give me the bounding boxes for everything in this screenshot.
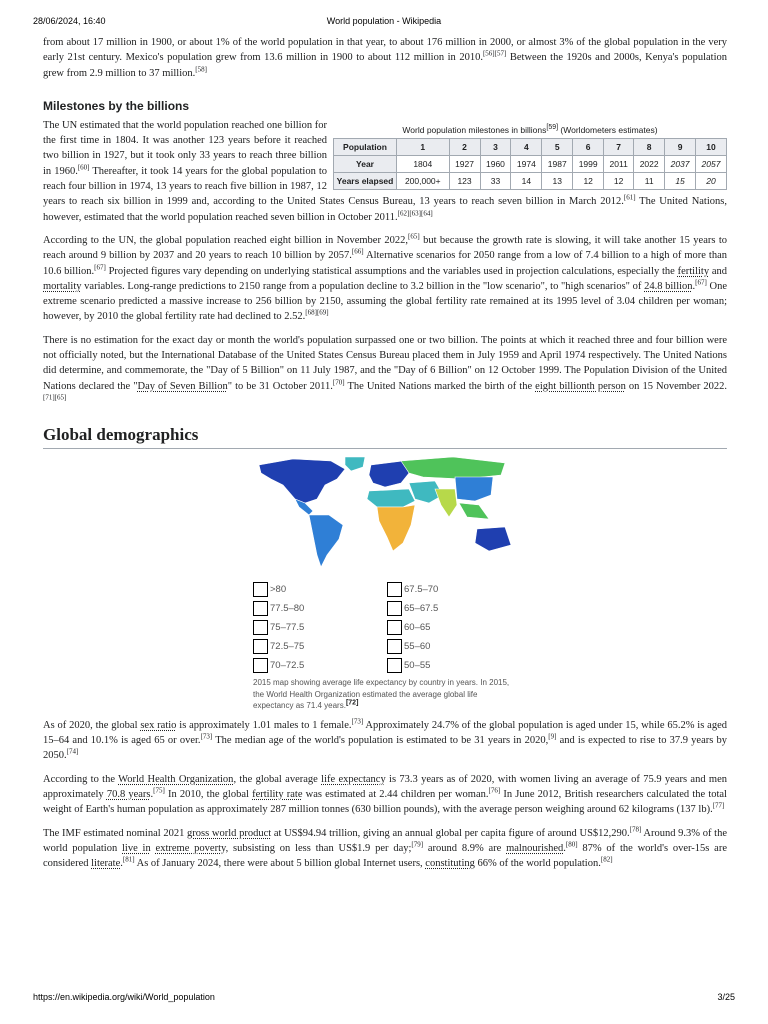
milestones-paragraph-2 xyxy=(43,233,727,325)
paragraph-text: The median age of the world's population is estimated to be 31 years in 2020, xyxy=(212,735,549,747)
paragraph-text: Approximately 24.7% of the global population is aged under 15, while 65.2% is aged 15–64 and 10.1% is aged 65 or over. xyxy=(43,719,727,747)
citation-65[interactable]: [65] xyxy=(54,393,67,402)
link-fertility-rate[interactable]: fertility rate xyxy=(252,788,303,800)
paragraph-text: , the global average xyxy=(233,773,322,785)
milestones-paragraph-3 xyxy=(43,333,727,409)
legend-label: 72.5–75 xyxy=(270,640,305,652)
paragraph-text: . xyxy=(150,788,154,800)
table-cell: 3 xyxy=(480,138,511,155)
table-row-year xyxy=(334,155,727,172)
table-cell: 1974 xyxy=(511,155,542,172)
citation-67[interactable]: [67] xyxy=(94,263,106,272)
paragraph-text: on 15 November 2022. xyxy=(625,380,728,392)
legend-label: 50–55 xyxy=(404,659,431,671)
paragraph-text: around 8.9% are xyxy=(423,842,507,854)
milestones-table-wrapper xyxy=(333,124,727,190)
article-content xyxy=(43,35,727,879)
citation-73[interactable]: [73] xyxy=(200,732,213,741)
paragraph-text: The UN estimated that the world population reached one billion for the first time in 1804. It was another 123 years before it reached two billion in 1927, but it took only 33 years to reach three billion in 1960. xyxy=(43,119,327,177)
legend-item xyxy=(253,638,387,654)
legend-swatch xyxy=(253,601,268,616)
paragraph-text: The IMF estimated nominal 2021 xyxy=(43,827,188,839)
table-cell: 15 xyxy=(665,172,696,189)
row-header-year: Year xyxy=(334,155,397,172)
paragraph-text: 66% of the world population. xyxy=(474,858,601,870)
paragraph-text: In 2010, the global xyxy=(164,788,253,800)
intro-text-1: from about 17 million in 1900, or about 1% of the world population in that year, to about 176 million in 2000, or almost 3% of the global population in the very early 21st century. Mexico's population grew from 13.6 million in 1900 to about 112 million in 2010. xyxy=(43,37,727,64)
citation-66[interactable]: [66] xyxy=(351,247,364,256)
citation-68[interactable]: [68] xyxy=(305,308,317,317)
legend-item xyxy=(387,600,517,616)
citation-61[interactable]: [61] xyxy=(623,193,636,202)
paragraph-text: variables. Long-range predictions to 2150 range from a population decline to 3.2 billion in the "low scenario", to "high scenarios" of xyxy=(81,280,645,292)
table-cell: 2022 xyxy=(634,155,665,172)
legend-item xyxy=(253,600,387,616)
print-title: World population - Wikipedia xyxy=(326,16,442,26)
table-cell: 7 xyxy=(604,138,634,155)
paragraph-text: is approximately 1.01 males to 1 female. xyxy=(176,719,352,731)
demographics-paragraph-2 xyxy=(43,772,727,818)
print-page-number: 3/25 xyxy=(717,992,735,1002)
link-malnourished[interactable]: malnourished xyxy=(506,842,564,854)
table-caption-text: World population milestones in billions xyxy=(402,124,547,135)
map-caption xyxy=(253,677,517,712)
legend-swatch xyxy=(387,582,402,597)
table-row-population xyxy=(334,138,727,155)
citation-70[interactable]: [70] xyxy=(332,378,345,387)
paragraph-text: There is no estimation for the exact day or month the world's population surpassed one or two billion. The points at which it reached three and four billion were not officially noted, but the International Database of the United States Census Bureau placed them in July 1959 and April 1974 respectively. The United Nations did determine, and commemorate, the "Day of 5 Billion" on 11 July 1987, and the "Day of 6 Billion" on 12 October 1999. The Population Division of the United Nations declared the " xyxy=(43,334,727,392)
table-cell: 5 xyxy=(542,138,573,155)
paragraph-text: at US$94.94 trillion, giving an annual global per capita figure of around US$12,290. xyxy=(271,827,630,839)
citation-62[interactable]: [62] xyxy=(397,209,410,218)
paragraph-text: Projected figures vary depending on underlying statistical assumptions and the variables used in projection calculations, especially the xyxy=(105,265,678,277)
paragraph-text: was estimated at 2.44 children per woman. xyxy=(302,788,489,800)
paragraph-text: In June 2012, British researchers calculated the total weight of Earth's human population as approximately 287 million tonnes (630 billion pounds), with the average person weighing around 62 kilograms (137 lb). xyxy=(43,788,727,816)
table-cell: 11 xyxy=(634,172,665,189)
link-live-in[interactable]: live in xyxy=(122,842,151,854)
legend-swatch xyxy=(253,658,268,673)
link-eight-billionth-person[interactable]: eight billionth person xyxy=(535,380,626,392)
section-heading-global-demographics: Global demographics xyxy=(43,423,727,449)
milestones-table xyxy=(333,138,727,190)
citation-59[interactable]: [59] xyxy=(546,124,559,132)
citation-9[interactable]: [9] xyxy=(548,732,557,741)
legend-label: 77.5–80 xyxy=(270,602,305,614)
link-70-8-years[interactable]: 70.8 years xyxy=(106,788,151,800)
table-cell: 4 xyxy=(511,138,542,155)
life-expectancy-figure xyxy=(253,455,517,712)
link-24-8-billion[interactable]: 24.8 billion xyxy=(644,280,693,292)
paragraph-text: 87% of the world's over-15s are considered xyxy=(43,842,727,870)
paragraph-text: . xyxy=(563,842,566,854)
link-day-of-seven-billion[interactable]: Day of Seven Billion xyxy=(137,380,228,392)
link-life-expectancy[interactable]: life expectancy xyxy=(321,773,386,785)
citation-77[interactable]: [77] xyxy=(712,801,725,810)
print-footer xyxy=(0,992,768,1006)
map-caption-text: 2015 map showing average life expectancy by country in years. In 2015, the World Health Organization estimated the average global life expectancy as 71.4 years. xyxy=(253,678,510,711)
citation-65[interactable]: [65] xyxy=(408,232,420,241)
link-mortality[interactable]: mortality xyxy=(43,280,82,292)
citation-73[interactable]: [73] xyxy=(351,717,364,726)
citation-82[interactable]: [82] xyxy=(600,855,613,864)
table-cell: 2037 xyxy=(665,155,696,172)
legend-label: 55–60 xyxy=(404,640,431,652)
print-url[interactable]: https://en.wikipedia.org/wiki/World_population xyxy=(33,992,215,1002)
legend-item xyxy=(253,619,387,635)
demographics-paragraph-3 xyxy=(43,826,727,872)
paragraph-text: is 73.3 years as of 2020, with women living an average of 75.9 years and men approximately xyxy=(43,773,727,800)
paragraph-text: As of January 2024, there were about 5 billion global Internet users, xyxy=(134,858,426,870)
legend-item xyxy=(253,581,387,597)
paragraph-text: Alternative scenarios for 2050 range from a low of 7.4 billion to a high of more than 10.6 billion. xyxy=(43,250,727,277)
paragraph-text: " to be 31 October 2011. xyxy=(227,380,333,392)
legend-swatch xyxy=(387,601,402,616)
table-cell: 2011 xyxy=(604,155,634,172)
print-timestamp: 28/06/2024, 16:40 xyxy=(33,16,106,26)
citation-64[interactable]: [64] xyxy=(420,209,433,218)
table-cell: 1804 xyxy=(397,155,450,172)
paragraph-text: According to the xyxy=(43,773,119,785)
milestones-table-caption xyxy=(333,124,727,136)
table-cell: 6 xyxy=(573,138,604,155)
paragraph-text: but because the growth rate is slowing, it will take another 15 years to reach around 9 billion by 2037 and 20 years to reach 10 billion by 2057. xyxy=(43,234,727,262)
link-literate[interactable]: literate xyxy=(91,858,121,870)
legend-label: >80 xyxy=(270,583,287,595)
paragraph-text: The United Nations, however, estimated that the world population reached seven billion in October 2011. xyxy=(43,196,727,223)
link-constituting[interactable]: constituting xyxy=(425,858,475,870)
citation-63[interactable]: [63] xyxy=(409,209,421,218)
legend-label: 70–72.5 xyxy=(270,659,305,671)
legend-swatch xyxy=(253,582,268,597)
map-legend xyxy=(253,581,517,673)
legend-label: 67.5–70 xyxy=(404,583,439,595)
legend-swatch xyxy=(387,620,402,635)
legend-item xyxy=(387,638,517,654)
map-north-africa xyxy=(367,489,415,507)
table-caption-suffix: (Worldometers estimates) xyxy=(558,124,658,135)
citation-79[interactable]: [79] xyxy=(411,840,424,849)
link-gross-world-product[interactable]: gross world product xyxy=(187,827,272,839)
paragraph-text: . xyxy=(692,280,696,292)
paragraph-text: One extreme scenario predicted a massive increase to 256 billion by 2150, assuming the global fertility rate remained at its 1995 level of 3.04 children per woman; however, by 2010 the global fertility rate had declined to 2.52. xyxy=(43,280,727,323)
legend-item xyxy=(387,619,517,635)
paragraph-text: and is expected to rise to 37.9 years by 2050. xyxy=(43,735,727,762)
life-expectancy-map[interactable] xyxy=(253,455,517,575)
table-cell: 20 xyxy=(696,172,727,189)
paragraph-text: Around 9.3% of the world population xyxy=(43,827,727,854)
citation-78[interactable]: [78] xyxy=(629,825,642,834)
citation-67[interactable]: [67] xyxy=(695,278,707,287)
print-header xyxy=(0,16,768,30)
table-cell: 1927 xyxy=(449,155,480,172)
table-cell: 1 xyxy=(397,138,450,155)
row-header-years-elapsed: Years elapsed xyxy=(334,172,397,189)
citation-71[interactable]: [71] xyxy=(43,393,55,402)
intro-text-2: Between the 1920s and 2000s, Kenya's population grew from 2.9 million to 37 million. xyxy=(43,52,727,79)
paragraph-text: According to the UN, the global population reached eight billion in November 2022, xyxy=(43,234,408,246)
intro-paragraph xyxy=(43,35,727,81)
citation-57[interactable]: [57] xyxy=(494,49,507,58)
citation-75[interactable]: [75] xyxy=(153,786,165,795)
table-cell: 1960 xyxy=(480,155,511,172)
citation-81[interactable]: [81] xyxy=(122,855,135,864)
legend-item xyxy=(387,581,517,597)
link-world-health-organization[interactable]: World Health Organization xyxy=(118,773,234,785)
paragraph-text: , subsisting on less than US$1.9 per day; xyxy=(225,842,412,854)
table-cell: 2057 xyxy=(696,155,727,172)
paragraph-text: As of 2020, the global xyxy=(43,719,141,731)
legend-swatch xyxy=(387,639,402,654)
citation-58[interactable]: [58] xyxy=(195,65,207,74)
world-map-image xyxy=(253,455,517,575)
table-cell: 1999 xyxy=(573,155,604,172)
table-cell: 12 xyxy=(604,172,634,189)
citation-60[interactable]: [60] xyxy=(77,163,90,172)
legend-swatch xyxy=(387,658,402,673)
table-cell: 8 xyxy=(634,138,665,155)
table-cell: 10 xyxy=(696,138,727,155)
legend-label: 65–67.5 xyxy=(404,602,439,614)
legend-item xyxy=(253,657,387,673)
paragraph-text: Thereafter, it took 14 years for the global population to reach four billion in 1974, 13 years to reach five billion in 1987, 12 years to reach six billion in 1999 and, according to the United States Census Bureau, 13 years to reach seven billion in March 2012. xyxy=(43,165,624,208)
table-cell: 12 xyxy=(573,172,604,189)
table-cell: 200,000+ xyxy=(397,172,450,189)
citation-72[interactable]: [72] xyxy=(345,699,359,707)
table-row-years-elapsed xyxy=(334,172,727,189)
paragraph-text: . xyxy=(120,858,123,870)
table-cell: 33 xyxy=(480,172,511,189)
table-cell: 14 xyxy=(511,172,542,189)
table-cell: 2 xyxy=(449,138,480,155)
link-sex-ratio[interactable]: sex ratio xyxy=(140,719,177,731)
legend-item xyxy=(387,657,517,673)
section-heading-milestones: Milestones by the billions xyxy=(43,98,190,113)
citation-74[interactable]: [74] xyxy=(66,747,79,756)
table-cell: 1987 xyxy=(542,155,573,172)
legend-label: 75–77.5 xyxy=(270,621,305,633)
table-cell: 9 xyxy=(665,138,696,155)
citation-69[interactable]: [69] xyxy=(316,308,329,317)
demographics-paragraph-1 xyxy=(43,718,727,764)
paragraph-text: and xyxy=(709,265,727,277)
citation-56[interactable]: [56] xyxy=(482,49,495,58)
citation-80[interactable]: [80] xyxy=(565,840,578,849)
row-header-population: Population xyxy=(334,138,397,155)
legend-swatch xyxy=(253,620,268,635)
citation-76[interactable]: [76] xyxy=(488,786,501,795)
legend-swatch xyxy=(253,639,268,654)
paragraph-text: The United Nations marked the birth of the xyxy=(344,380,536,392)
link-fertility[interactable]: fertility xyxy=(677,265,710,277)
legend-label: 60–65 xyxy=(404,621,431,633)
table-cell: 13 xyxy=(542,172,573,189)
table-cell: 123 xyxy=(449,172,480,189)
link-extreme-poverty[interactable]: extreme poverty xyxy=(155,842,226,854)
